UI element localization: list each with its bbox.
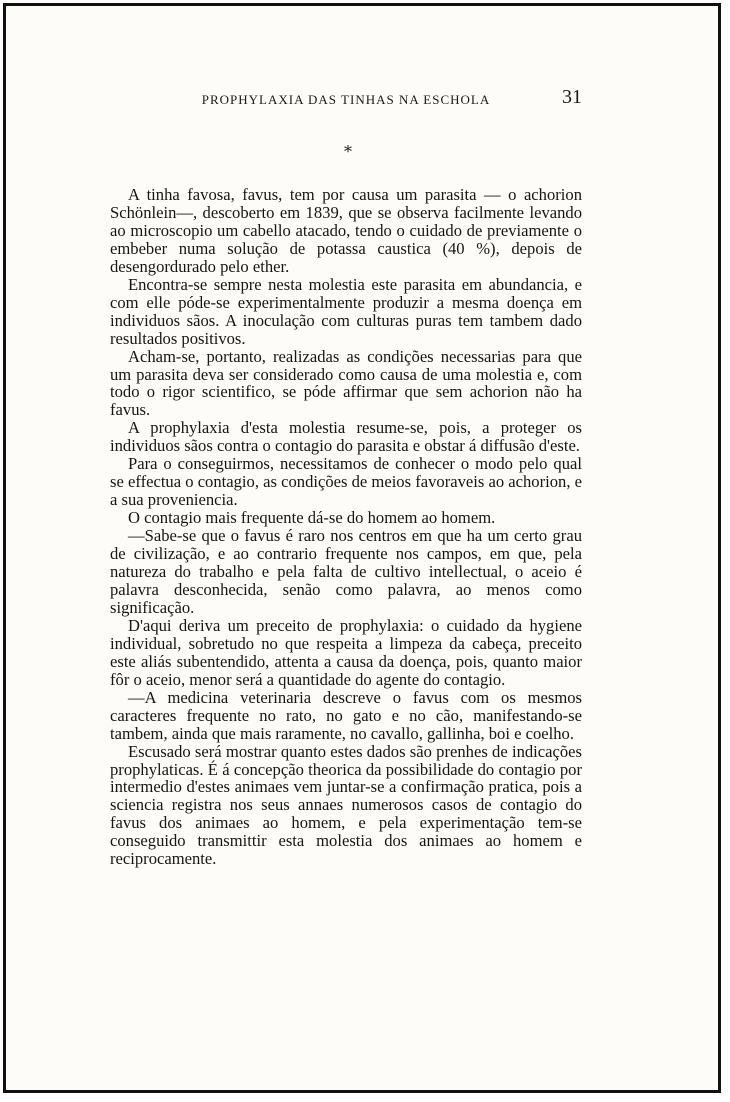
paragraph: D'aqui deriva um preceito de prophylaxia: o cuidado da hygiene individual, sobretudo no que respeita a limpeza da cabeça, preceito este aliás subentendido, attenta a causa da doença, pois, quanto maior fôr o aceio, menor será a quantidade do agente do contagio. <box>110 615 582 689</box>
paragraph: Escusado será mostrar quanto estes dados são prenhes de indicações prophylaticas. É á concepção theorica da possibilidade do contagio por intermedio d'estes animaes vem juntar-se a confirmação pratica, pois a sciencia registra nos seus annaes numerosos casos de contagio do favus dos animaes ao homem, e pela experimentação tem-se conseguido transmittir esta molestia dos animaes ao homem e reciprocamente. <box>110 741 582 869</box>
paragraph: —A medicina veterinaria descreve o favus com os mesmos caracteres frequente no rato, no gato e no cão, manifestando-se tambem, ainda que mais raramente, no cavallo, gallinha, boi e coelho. <box>110 687 582 743</box>
section-ornament: * <box>344 142 352 161</box>
paragraph: A prophylaxia d'esta molestia resume-se, pois, a proteger os individuos sãos contra o contagio do parasita e obstar á diffusão d'este. <box>110 418 582 456</box>
body-text <box>110 186 582 868</box>
page-frame <box>3 3 721 1093</box>
paragraph: Encontra-se sempre nesta molestia este parasita em abundancia, e com elle póde-se experimentalmente produzir a mesma doença em individuos sãos. A inoculação com culturas puras tem tambem dado resultados positivos. <box>110 274 582 348</box>
paragraph: Acham-se, portanto, realizadas as condições necessarias para que um parasita deva ser considerado como causa de uma molestia e, com todo o rigor scientifico, se póde affirmar que sem achorion não ha favus. <box>110 346 582 420</box>
paragraph: —Sabe-se que o favus é raro nos centros em que ha um certo grau de civilização, e ao contrario frequente nos campos, em que, pela natureza do trabalho e pela falta de cultivo intellectual, o aceio é palavra desconhecida, senão como palavra, ao menos como significação. <box>110 526 582 617</box>
page-number: 31 <box>562 86 582 108</box>
running-title: PROPHYLAXIA DAS TINHAS NA ESCHOLA <box>201 92 491 107</box>
paragraph: O contagio mais frequente dá-se do homem ao homem. <box>128 508 496 528</box>
paragraph: Para o conseguirmos, necessitamos de conhecer o modo pelo qual se effectua o contagio, as condições de meios favoraveis ao achorion, e a sua proveniencia. <box>110 454 582 510</box>
paragraph: A tinha favosa, favus, tem por causa um parasita — o achorion Schönlein—, descoberto em 1839, que se observa facilmente levando ao microscopio um cabello atacado, tendo o cuidado de previamente o embeber numa solução de potassa caustica (40 %), depois de desengordurado pelo ether. <box>110 185 582 276</box>
